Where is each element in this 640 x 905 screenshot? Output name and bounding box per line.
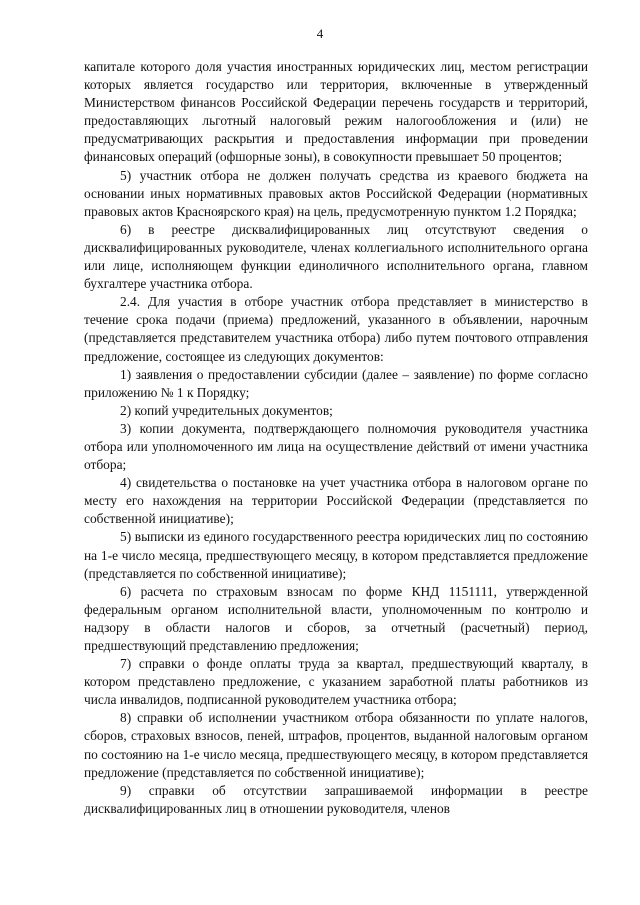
list-item-3-authority-document: 3) копии документа, подтверждающего полномочия руководителя участника отбора или уполномоченного им лица на осуществление действий от имени участника отбора; [84,420,588,473]
paragraph-item-6-disqualified-registry: 6) в реестре дисквалифицированных лиц отсутствуют сведения о дисквалифицированных руководителе, членах коллегиального исполнительного органа или лице, исполняющем функции единоличного исполнительного органа, главном бухгалтере участника отбора. [84,221,588,292]
document-body [84,58,588,818]
paragraph-2-4-participation: 2.4. Для участия в отборе участник отбора представляет в министерство в течение срока подачи (приема) предложений, указанного в объявлении, нарочным (представляется представителем участника отбора) либо путем почтового отправления предложение, состоящее из следующих документов: [84,294,588,364]
list-item-6-insurance-calculation: 6) расчета по страховым взносам по форме КНД 1151111, утвержденной федеральным органом исполнительной власти, уполномоченным по контролю и надзору в области налогов и сборов, за отчетный (расчетный) период, предшествующий представлению предложения; [84,583,588,653]
list-item-4-tax-registration: 4) свидетельства о постановке на учет участника отбора в налоговом органе по месту его нахождения на территории Российской Федерации (представляется по собственной инициативе); [84,475,588,527]
list-item-2-charter-copies: 2) копий учредительных документов; [120,402,333,418]
list-item-8-tax-obligation-certificate: 8) справки об исполнении участником отбора обязанности по уплате налогов, сборов, страховых взносов, пеней, штрафов, процентов, выданной налоговым органом по состоянию на 1-е число месяца, предшествующего месяцу, в котором представляется предложение (представляется по собственной инициативе); [84,710,588,780]
paragraph-item-5-budget-funds: 5) участник отбора не должен получать средства из краевого бюджета на основании иных нормативных правовых актов Российской Федерации (нормативных правовых актов Красноярского края) на цель, предусмотренную пунктом 1.2 Порядка; [84,167,588,219]
list-item-1-application: 1) заявления о предоставлении субсидии (далее – заявление) по форме согласно приложению № 1 к Порядку; [84,366,588,400]
list-item-5-registry-extract: 5) выписки из единого государственного реестра юридических лиц по состоянию на 1-е число месяца, предшествующего месяцу, в котором представляется предложение (представляется по собственной инициативе); [84,529,588,581]
page-number: 4 [316,26,324,41]
list-item-9-registry-absence-certificate: 9) справки об отсутствии запрашиваемой информации в реестре дисквалифицированных лиц в отношении руководителя, членов [84,782,588,816]
list-item-7-payroll-certificate: 7) справки о фонде оплаты труда за квартал, предшествующий кварталу, в котором представлено предложение, с указанием заработной платы работников из числа инвалидов, подписанной руководителем участника отбора; [84,656,588,708]
paragraph-offshore-capital: капитале которого доля участия иностранных юридических лиц, местом регистрации которых является государство или территория, включенные в утвержденный Министерством финансов Российской Федерации перечень государств и территорий, предоставляющих льготный налоговый режим налогообложения и (или) не предусматривающих раскрытия и предоставления информации при проведении финансовых операций (офшорные зоны), в совокупности превышает 50 процентов; [84,59,588,165]
